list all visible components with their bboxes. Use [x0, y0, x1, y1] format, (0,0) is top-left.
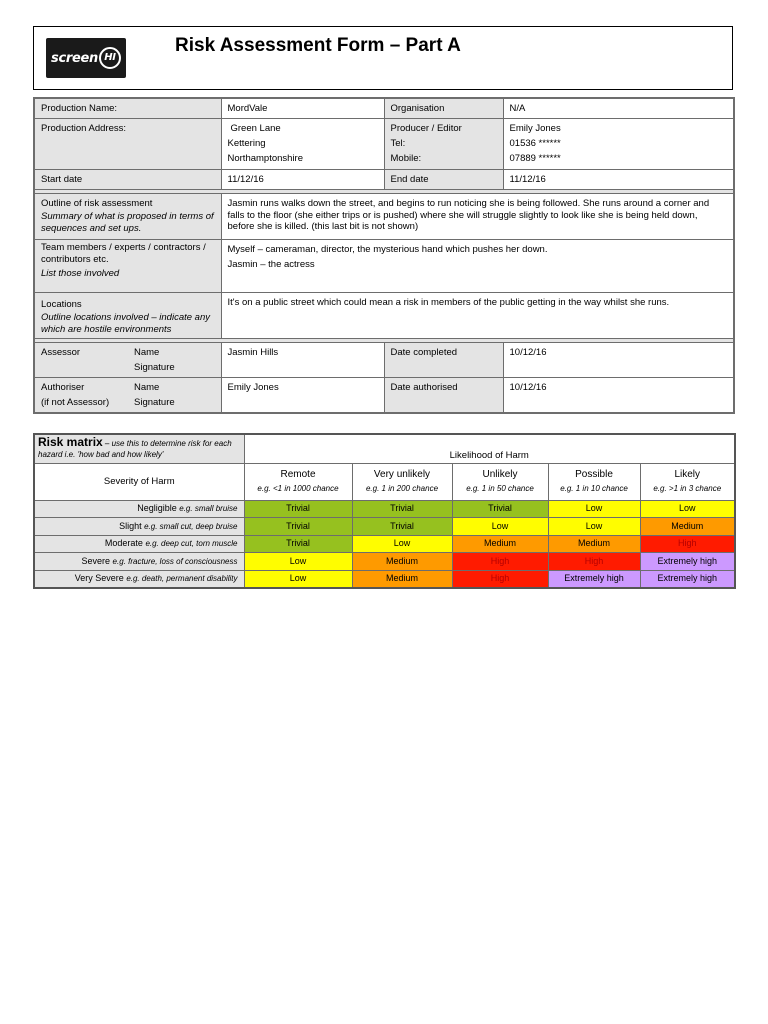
risk-level-cell: Low [548, 500, 640, 518]
assessor-name-label: Name [134, 347, 160, 358]
date-authorised-label: Date authorised [384, 378, 503, 414]
authoriser-label-cell [34, 378, 221, 414]
mobile-label: Mobile: [390, 153, 422, 164]
severity-row-label [34, 570, 244, 588]
severity-name: Negligible [137, 503, 177, 514]
risk-level-cell: Low [548, 518, 640, 536]
risk-level-cell: Low [452, 518, 548, 536]
risk-level-cell: Extremely high [548, 570, 640, 588]
producer-values [503, 119, 734, 170]
tel-value: 01536 ****** [509, 138, 561, 149]
date-completed-value: 10/12/16 [503, 343, 734, 378]
page-title: Risk Assessment Form – Part A [175, 35, 461, 56]
form-header [33, 26, 733, 90]
risk-level-cell: Low [640, 500, 735, 518]
risk-level-cell: Trivial [244, 500, 352, 518]
locations-label: Locations [41, 299, 82, 310]
team-line: Jasmin – the actress [227, 259, 315, 270]
severity-row-label [34, 500, 244, 518]
risk-level-cell: Medium [452, 535, 548, 553]
authoriser-label: Authoriser [41, 382, 85, 393]
severity-example: e.g. small cut, deep bruise [144, 521, 238, 531]
risk-level-cell: Extremely high [640, 570, 735, 588]
likelihood-column-header [352, 463, 452, 500]
team-label-cell [34, 240, 221, 293]
team-value [221, 240, 734, 293]
severity-example: e.g. fracture, loss of consciousness [112, 556, 238, 566]
severity-row-label [34, 535, 244, 553]
outline-label: Outline of risk assessment [41, 198, 153, 209]
likelihood-column-header [244, 463, 352, 500]
likelihood-example: e.g. <1 in 1000 chance [257, 484, 339, 493]
assessor-signature-label: Signature [134, 362, 175, 373]
risk-level-cell: Trivial [244, 535, 352, 553]
date-authorised-value: 10/12/16 [503, 378, 734, 414]
screen-hi-logo [46, 38, 126, 78]
outline-value: Jasmin runs walks down the street, and begins to run noticing she is being followed. She runs around a corner and falls to the floor (she either trips or is pushed) where she will struggle slightly to look like she is being held down, before she is killed. (this last bit is not shown) [221, 194, 734, 240]
mobile-value: 07889 ****** [509, 153, 561, 164]
assessor-label-cell [34, 343, 221, 378]
production-info-table [33, 97, 735, 414]
risk-level-cell: Trivial [352, 518, 452, 536]
likelihood-name: Likely [674, 469, 701, 480]
likelihood-example: e.g. 1 in 200 chance [365, 484, 439, 493]
risk-level-cell: Low [352, 535, 452, 553]
date-completed-label: Date completed [384, 343, 503, 378]
risk-level-cell: Low [244, 553, 352, 571]
severity-name: Severe [81, 555, 111, 566]
severity-name: Very Severe [74, 573, 124, 583]
address-line: Kettering [227, 138, 266, 149]
risk-level-cell: Medium [352, 553, 452, 571]
risk-level-cell: Medium [548, 535, 640, 553]
likelihood-name: Possible [575, 469, 613, 480]
likelihood-example: e.g. >1 in 3 chance [653, 484, 722, 493]
likelihood-name: Remote [280, 469, 316, 480]
likelihood-column-header [640, 463, 735, 500]
risk-level-cell: Trivial [244, 518, 352, 536]
risk-matrix-subtitle: – use this to determine risk for each hazard i.e. 'how bad and how likely' [38, 439, 232, 459]
likelihood-name: Very unlikely [373, 469, 431, 480]
production-name-label: Production Name: [34, 98, 221, 119]
address-line: Northamptonshire [227, 153, 304, 164]
severity-example: e.g. death, permanent disability [126, 574, 238, 583]
likelihood-column-header [548, 463, 640, 500]
risk-level-cell: High [640, 535, 735, 553]
logo-text: screen [51, 50, 98, 66]
authoriser-name-label: Name [134, 382, 160, 393]
authoriser-name-value: Emily Jones [221, 378, 384, 414]
address-line: Green Lane [230, 123, 281, 134]
authoriser-signature-label: Signature [134, 397, 175, 408]
locations-label-cell [34, 293, 221, 339]
outline-hint: Summary of what is proposed in terms of sequences and set ups. [41, 211, 214, 234]
end-date-value: 11/12/16 [503, 170, 734, 190]
producer-value: Emily Jones [509, 123, 561, 134]
likelihood-column-header [452, 463, 548, 500]
severity-example: e.g. deep cut, torn muscle [145, 539, 238, 549]
severity-name: Slight [119, 520, 142, 531]
risk-matrix-title-cell [34, 434, 244, 463]
risk-matrix-title: Risk matrix [38, 435, 103, 449]
start-date-value: 11/12/16 [221, 170, 384, 190]
producer-labels [384, 119, 503, 170]
logo-mark: HI [99, 47, 121, 69]
severity-example: e.g. small bruise [179, 504, 238, 514]
authoriser-note: (if not Assessor) [41, 397, 110, 408]
outline-label-cell [34, 194, 221, 240]
start-date-label: Start date [34, 170, 221, 190]
risk-level-cell: Medium [640, 518, 735, 536]
risk-matrix-table [33, 433, 736, 589]
risk-level-cell: High [452, 570, 548, 588]
team-label: Team members / experts / contractors / contributors etc. [41, 242, 206, 265]
likelihood-name: Unlikely [482, 469, 518, 480]
assessor-label: Assessor [41, 347, 81, 358]
risk-level-cell: High [452, 553, 548, 571]
team-line: Myself – cameraman, director, the mysterious hand which pushes her down. [227, 244, 548, 255]
production-name-value: MordVale [221, 98, 384, 119]
locations-value: It's on a public street which could mean a risk in members of the public getting in the way whilst she runs. [221, 293, 734, 339]
end-date-label: End date [384, 170, 503, 190]
severity-header: Severity of Harm [34, 463, 244, 500]
likelihood-example: e.g. 1 in 50 chance [466, 484, 534, 493]
likelihood-example: e.g. 1 in 10 chance [560, 484, 628, 493]
severity-row-label [34, 518, 244, 536]
risk-level-cell: Low [244, 570, 352, 588]
locations-hint: Outline locations involved – indicate any which are hostile environments [41, 312, 210, 335]
organisation-label: Organisation [384, 98, 503, 119]
team-hint: List those involved [41, 268, 120, 279]
risk-level-cell: Trivial [352, 500, 452, 518]
production-address-value [221, 119, 384, 170]
severity-name: Moderate [104, 538, 143, 549]
risk-level-cell: Extremely high [640, 553, 735, 571]
producer-label: Producer / Editor [390, 123, 462, 134]
production-address-label: Production Address: [34, 119, 221, 170]
likelihood-header: Likelihood of Harm [244, 434, 735, 463]
severity-row-label [34, 553, 244, 571]
risk-level-cell: High [548, 553, 640, 571]
risk-level-cell: Medium [352, 570, 452, 588]
assessor-name-value: Jasmin Hills [221, 343, 384, 378]
tel-label: Tel: [390, 138, 406, 149]
organisation-value: N/A [503, 98, 734, 119]
risk-level-cell: Trivial [452, 500, 548, 518]
